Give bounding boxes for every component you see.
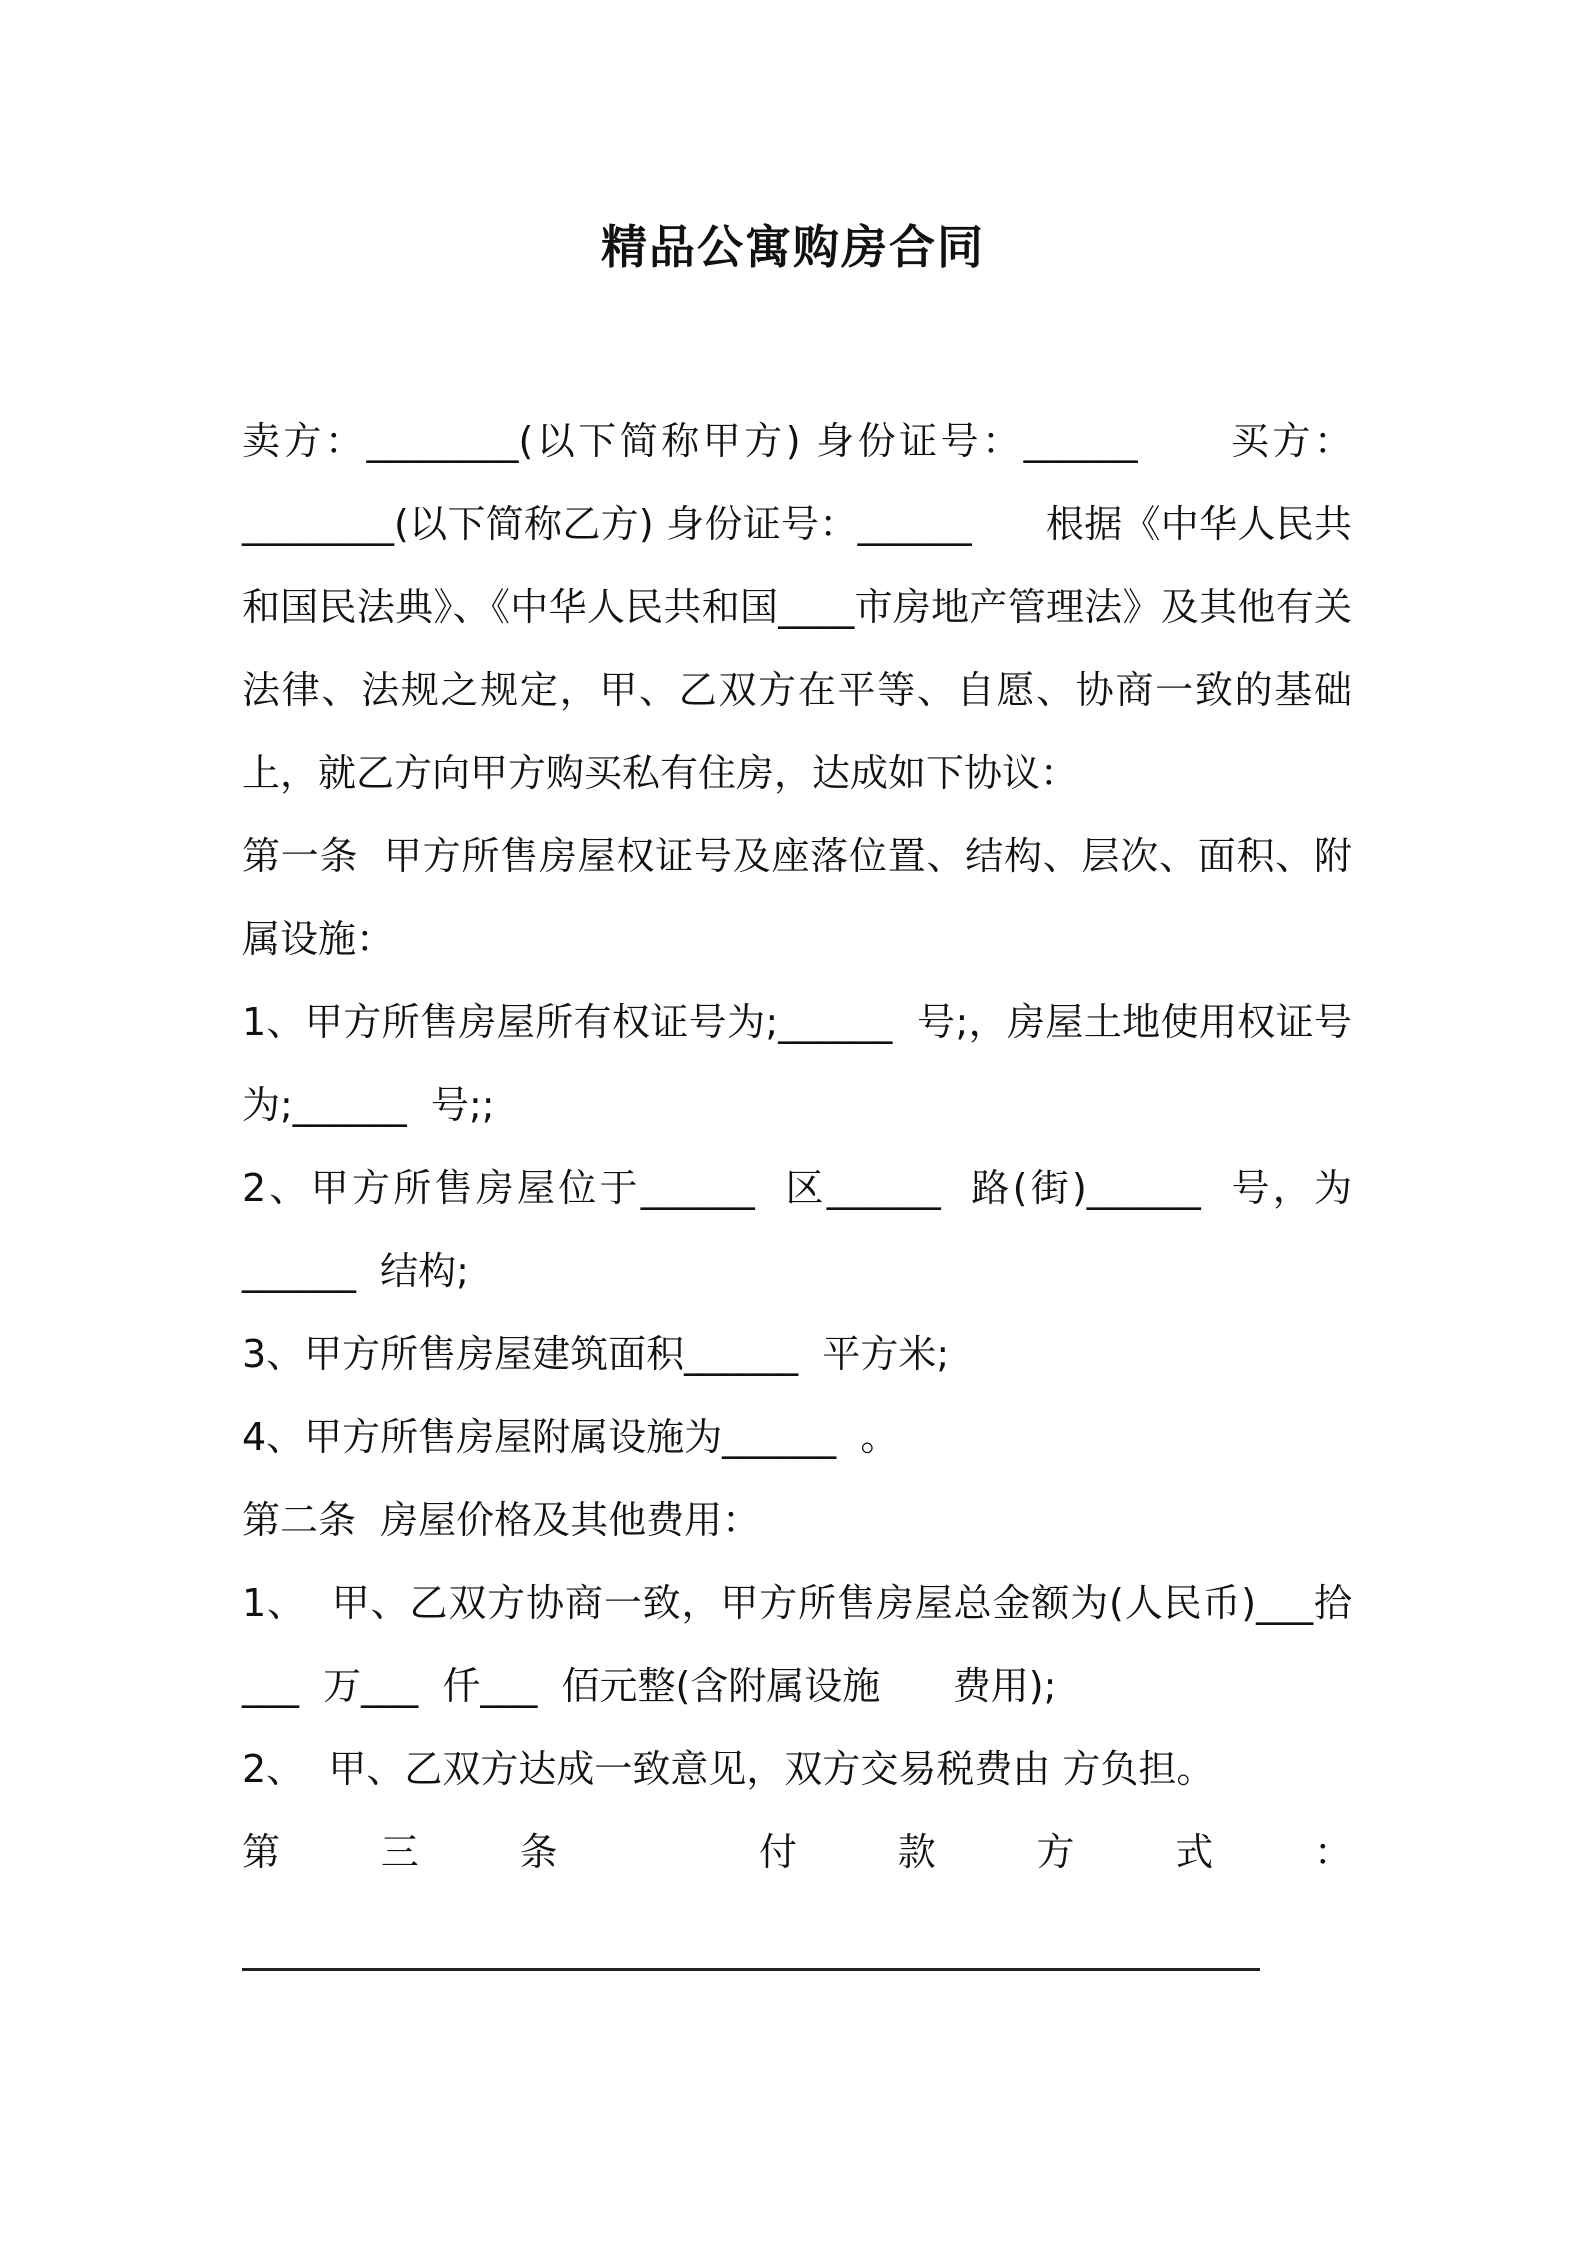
article-two-item-2: 2、 甲、乙双方达成一致意见，双方交易税费由 方负担。 <box>242 1747 1215 1791</box>
document-title: 精品公寓购房合同 <box>601 220 985 274</box>
article-three-char: 式 <box>1175 1830 1214 1874</box>
contract-body <box>242 400 1352 1894</box>
article-three-char: 款 <box>897 1830 936 1874</box>
article-three-char: 第 <box>242 1830 281 1874</box>
article-three-char: 付 <box>758 1830 797 1874</box>
article-three-char: 方 <box>1036 1830 1075 1874</box>
article-one-heading: 第一条 甲方所售房屋权证号及座落位置、结构、层次、面积、附属设施： <box>242 834 1352 961</box>
intro-paragraph: 卖方：________(以下简称甲方) 身份证号：______ 买方：________(以下简称乙方) 身份证号：______ 根据《中华人民共和国民法典》、《中华人民共和国____市房地产管理法》及其他有关法律、法规之规定，甲、乙双方在平等、自愿、协商一致的基础上，就乙方向甲方购买私有住房，达成如下协议： <box>242 419 1352 795</box>
article-one-item-4: 4、甲方所售房屋附属设施为______ 。 <box>242 1415 899 1459</box>
article-three-char: ： <box>1313 1830 1352 1874</box>
article-one-item-1: 1、甲方所售房屋所有权证号为;______ 号;，房屋土地使用权证号为;______ 号;; <box>242 1000 1352 1127</box>
article-one-item-3: 3、甲方所售房屋建筑面积______ 平方米; <box>242 1332 950 1376</box>
article-two-item-1: 1、 甲、乙双方协商一致，甲方所售房屋总金额为(人民币)___拾___ 万___ 仟___ 佰元整(含附属设施 费用); <box>242 1581 1352 1708</box>
payment-method-blank-line <box>242 1968 1260 1971</box>
article-one-item-2: 2、甲方所售房屋位于______ 区______ 路(街)______ 号，为______ 结构; <box>242 1166 1352 1293</box>
article-three-heading <box>242 1811 1352 1894</box>
article-three-char: 条 <box>519 1830 558 1874</box>
article-three-char: 三 <box>380 1830 419 1874</box>
article-two-heading: 第二条 房屋价格及其他费用： <box>242 1498 761 1542</box>
